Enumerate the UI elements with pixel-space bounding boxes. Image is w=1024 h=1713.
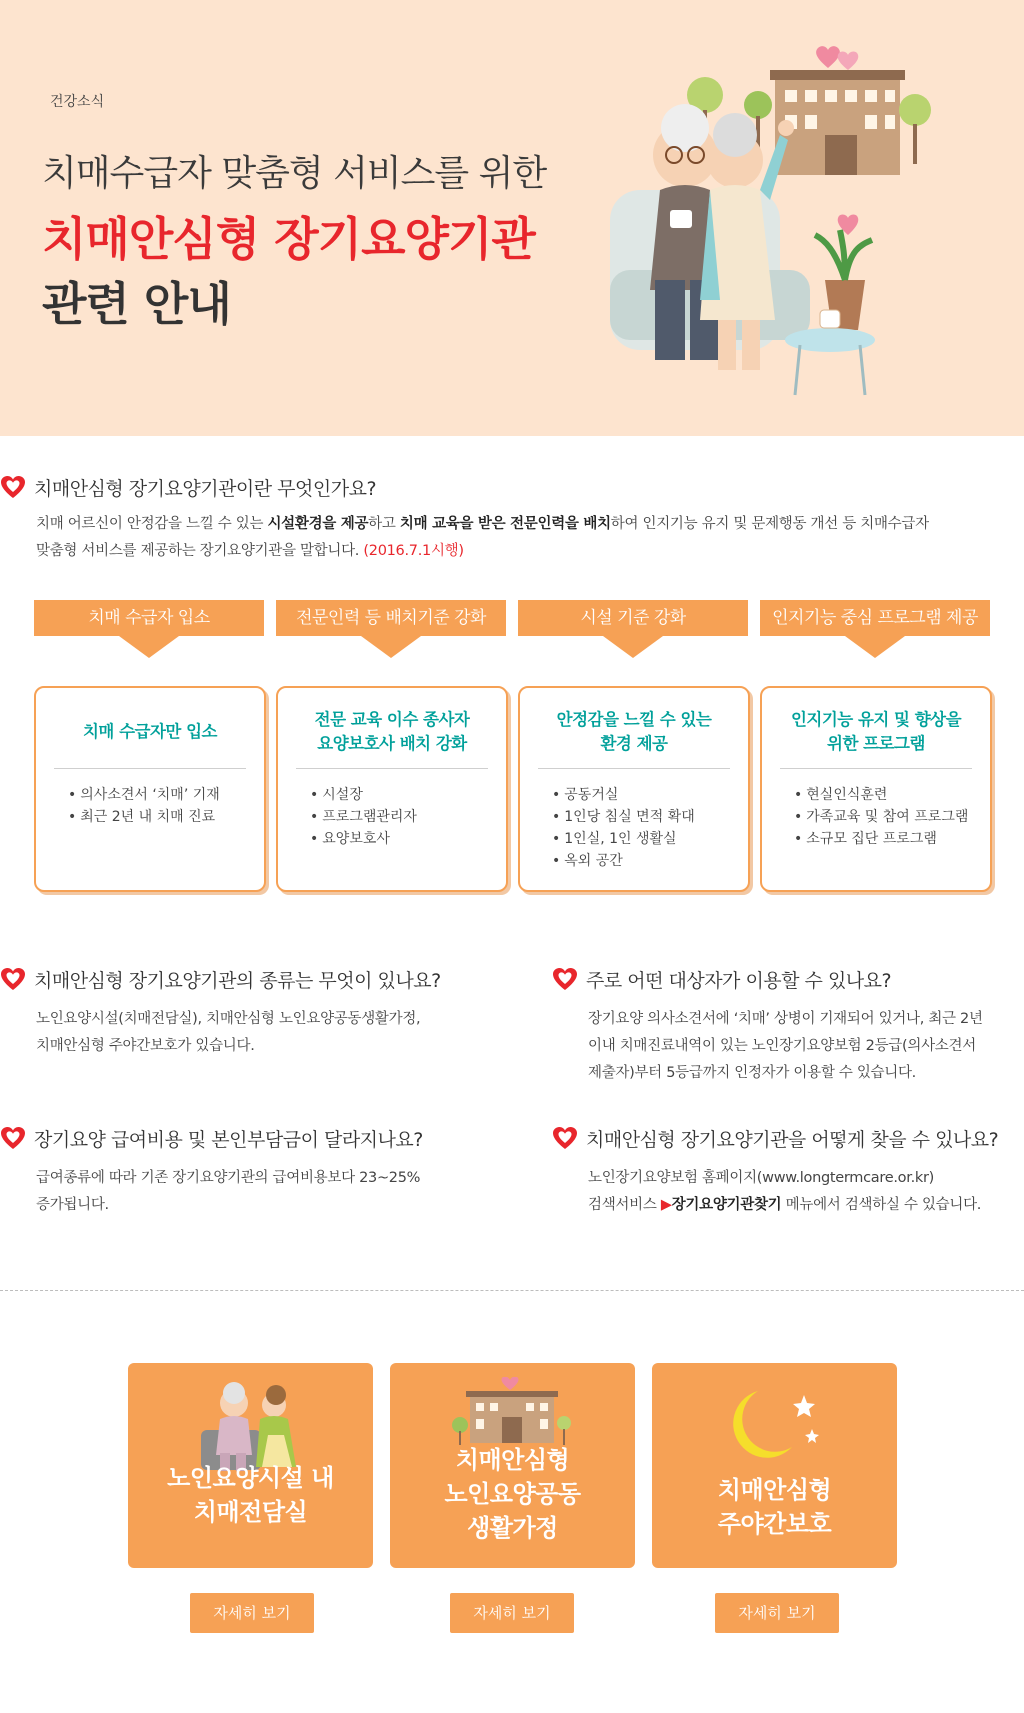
- cost-answer-line2: 증가됩니다.: [36, 1197, 109, 1213]
- types-answer-line1: 노인요양시설(치매전담실), 치매안심형 노인요양공동생활가정,: [36, 1011, 421, 1027]
- tile-day-night-care[interactable]: [652, 1363, 897, 1568]
- list-item: • 옥외 공간: [552, 850, 695, 872]
- tile-group-home[interactable]: [390, 1363, 635, 1568]
- list-item: • 의사소견서 ‘치매’ 기재: [68, 784, 220, 806]
- step-card-title-line1: 안정감을 느낄 수 있는: [556, 710, 712, 729]
- tile-label-line1: 노인요양시설 내: [167, 1464, 334, 1492]
- tile-label: [652, 1473, 897, 1541]
- step-card-3: [518, 686, 750, 892]
- tile-dementia-unit[interactable]: [128, 1363, 373, 1568]
- list-item: • 현실인식훈련: [794, 784, 968, 806]
- step-card-title-line1: 전문 교육 이수 종사자: [314, 710, 470, 729]
- cost-answer: [36, 1165, 516, 1219]
- step-card-title: [278, 708, 506, 756]
- cost-question-text: 장기요양 급여비용 및 본인부담금이 달라지나요?: [34, 1129, 423, 1151]
- elderly-couple-illustration: [610, 40, 940, 400]
- types-answer-line2: 치매안심형 주야간보호가 있습니다.: [36, 1038, 255, 1054]
- intro-bold-1: 시설환경을 제공: [267, 516, 369, 532]
- view-more-button-1[interactable]: 자세히 보기: [190, 1593, 314, 1633]
- heart-bullet-icon: [0, 475, 26, 501]
- step-card-1: [34, 686, 266, 892]
- intro-text-1: 치매 어르신이 안정감을 느낄 수 있는: [36, 516, 268, 532]
- list-item: • 요양보호사: [310, 828, 417, 850]
- users-answer: [588, 1006, 1018, 1087]
- users-answer-line1: 장기요양 의사소견서에 ‘치매’ 상병이 기재되어 있거나, 최근 2년: [588, 1011, 983, 1027]
- step-card-title-line2: 환경 제공: [600, 734, 668, 753]
- step-card-title: [520, 708, 748, 756]
- tile-label-line1: 치매안심형: [717, 1476, 832, 1504]
- dashed-divider: [0, 1290, 1024, 1291]
- tile-label: [390, 1443, 635, 1545]
- view-more-button-2[interactable]: 자세히 보기: [450, 1593, 574, 1633]
- step-card-list: [794, 784, 968, 850]
- step-card-title-line2: 위한 프로그램: [827, 734, 925, 753]
- homepage-link-text[interactable]: 노인장기요양보험 홈페이지(www.longtermcare.or.kr): [588, 1170, 934, 1186]
- step-card-title: [36, 720, 264, 744]
- tile-label: [128, 1461, 373, 1529]
- intro-paragraph: [36, 511, 1016, 565]
- step-card-title-line2: 요양보호사 배치 강화: [317, 734, 467, 753]
- step-card-title-line1: 인지기능 유지 및 향상을: [790, 710, 962, 729]
- step-tab-3: 시설 기준 강화: [518, 600, 748, 636]
- types-answer: [36, 1006, 516, 1060]
- list-item: • 시설장: [310, 784, 417, 806]
- step-tab-4: 인지기능 중심 프로그램 제공: [760, 600, 990, 636]
- step-arrow-3: [603, 636, 663, 658]
- list-item: • 1인실, 1인 생활실: [552, 828, 695, 850]
- step-card-list: [310, 784, 417, 850]
- types-question-text: 치매안심형 장기요양기관의 종류는 무엇이 있나요?: [34, 970, 441, 992]
- hero-title-line2: 치매안심형 장기요양기관: [42, 212, 535, 266]
- tile-label-line2: 노인요양공동: [444, 1480, 581, 1508]
- step-tab-1: 치매 수급자 입소: [34, 600, 264, 636]
- intro-question-text: 치매안심형 장기요양기관이란 무엇인가요?: [34, 478, 377, 500]
- find-question-text: 치매안심형 장기요양기관을 어떻게 찾을 수 있나요?: [586, 1129, 999, 1151]
- divider: [54, 768, 246, 769]
- step-arrow-1: [119, 636, 179, 658]
- divider: [296, 768, 488, 769]
- caregiver-illustration-icon: [196, 1375, 306, 1475]
- heart-bullet-icon: [552, 967, 578, 993]
- tile-label-line2: 치매전담실: [193, 1498, 308, 1526]
- intro-text-3: 하여 인지기능 유지 및 문제행동 개선 등 치매수급자: [610, 516, 929, 532]
- step-arrow-4: [845, 636, 905, 658]
- find-answer-suffix: 메뉴에서 검색하실 수 있습니다.: [781, 1197, 982, 1213]
- list-item: • 1인당 침실 면적 확대: [552, 806, 695, 828]
- step-card-list: [552, 784, 695, 872]
- types-question: [0, 966, 441, 993]
- find-answer: [588, 1165, 1018, 1219]
- users-question-text: 주로 어떤 대상자가 이용할 수 있나요?: [586, 970, 892, 992]
- intro-question: [0, 474, 376, 501]
- tile-label-line2: 주야간보호: [717, 1510, 832, 1538]
- list-item: • 가족교육 및 참여 프로그램: [794, 806, 968, 828]
- hero-title-line3: 관련 안내: [42, 277, 231, 331]
- step-card-title: [762, 708, 990, 756]
- users-answer-line3: 제출자)부터 5등급까지 인정자가 이용할 수 있습니다.: [588, 1065, 916, 1081]
- search-service-text: 검색서비스: [588, 1197, 661, 1213]
- category-label: 건강소식: [50, 94, 105, 110]
- view-more-button-3[interactable]: 자세히 보기: [715, 1593, 839, 1633]
- intro-text-4: 맞춤형 서비스를 제공하는 장기요양기관을 말합니다.: [36, 543, 364, 559]
- step-card-list: [68, 784, 220, 828]
- list-item: • 최근 2년 내 치매 진료: [68, 806, 220, 828]
- find-question: [552, 1125, 998, 1152]
- effective-date: (2016.7.1시행): [363, 543, 464, 559]
- cost-question: [0, 1125, 423, 1152]
- intro-bold-2: 치매 교육을 받은 전문인력을 배치: [399, 516, 611, 532]
- list-item: • 프로그램관리자: [310, 806, 417, 828]
- divider: [538, 768, 730, 769]
- tile-label-line3: 생활가정: [467, 1514, 558, 1542]
- step-tab-2: 전문인력 등 배치기준 강화: [276, 600, 506, 636]
- cost-answer-line1: 급여종류에 따라 기존 장기요양기관의 급여비용보다 23~25%: [36, 1170, 421, 1186]
- hero-banner: [0, 0, 1024, 436]
- step-arrow-2: [361, 636, 421, 658]
- heart-bullet-icon: [0, 967, 26, 993]
- list-item: • 공동거실: [552, 784, 695, 806]
- step-card-2: [276, 686, 508, 892]
- intro-text-2: 하고: [368, 516, 400, 532]
- hero-title-line1: 치매수급자 맞춤형 서비스를 위한: [42, 153, 547, 194]
- users-question: [552, 966, 891, 993]
- heart-bullet-icon: [0, 1126, 26, 1152]
- step-card-title-line1: 치매 수급자만 입소: [82, 722, 217, 741]
- moon-stars-icon: [720, 1385, 830, 1465]
- triangle-arrow-icon: ▶: [660, 1197, 672, 1213]
- facility-search-menu[interactable]: 장기요양기관찾기: [671, 1197, 782, 1213]
- heart-bullet-icon: [552, 1126, 578, 1152]
- divider: [780, 768, 972, 769]
- list-item: • 소규모 집단 프로그램: [794, 828, 968, 850]
- users-answer-line2: 이내 치매진료내역이 있는 노인장기요양보험 2등급(의사소견서: [588, 1038, 976, 1054]
- step-card-4: [760, 686, 992, 892]
- group-home-building-icon: [452, 1377, 572, 1447]
- tile-label-line1: 치매안심형: [455, 1446, 570, 1474]
